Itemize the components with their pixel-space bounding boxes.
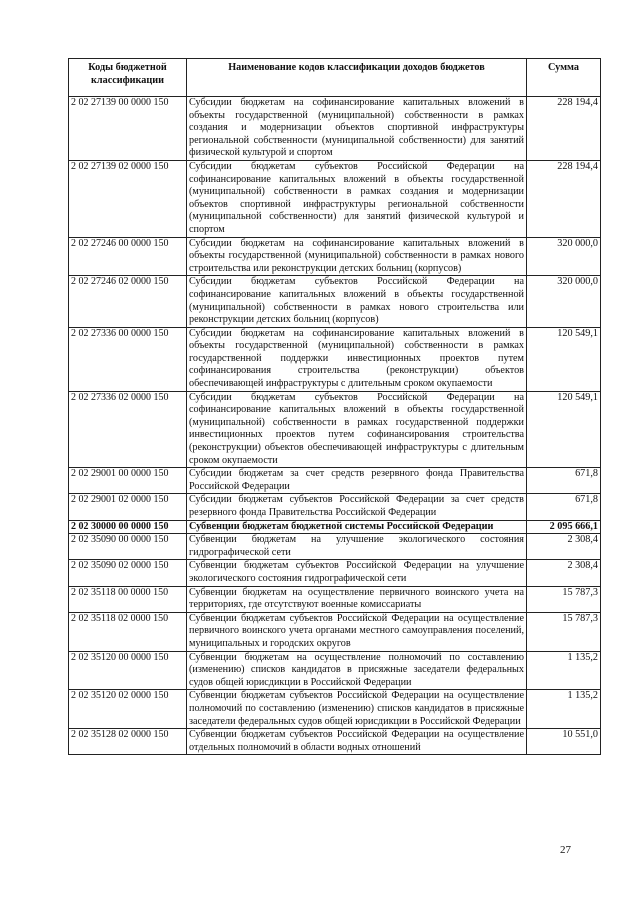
cell-sum: 320 000,0 xyxy=(527,276,601,327)
cell-code: 2 02 30000 00 0000 150 xyxy=(69,520,187,534)
cell-name: Субсидии бюджетам субъектов Российской Федерации на софинансирование капитальных вложений в объекты государственной (муниципальной) собственности в рамках государственной поддержки инвестиционных проектов путем софинансирования строительства (реконструкции) объектов обеспечивающей инфраструктуры с длительным сроком окупаемости xyxy=(187,391,527,468)
cell-sum: 10 551,0 xyxy=(527,729,601,755)
cell-name: Субсидии бюджетам на софинансирование капитальных вложений в объекты государственной (муниципальной) собственности в рамках государственной поддержки инвестиционных проектов путем софинансирования строительства (реконструкции) объектов обеспечивающей инфраструктуры с длительным сроком окупаемости xyxy=(187,327,527,391)
table-row xyxy=(69,651,601,690)
cell-sum: 1 135,2 xyxy=(527,690,601,729)
cell-code: 2 02 29001 00 0000 150 xyxy=(69,468,187,494)
table-body xyxy=(69,97,601,755)
cell-code: 2 02 27139 02 0000 150 xyxy=(69,160,187,237)
table-row xyxy=(69,586,601,612)
header-name: Наименование кодов классификации доходов бюджетов xyxy=(187,59,527,97)
cell-sum: 228 194,4 xyxy=(527,97,601,161)
budget-table xyxy=(68,58,601,755)
table-row xyxy=(69,534,601,560)
cell-name: Субвенции бюджетам бюджетной системы Российской Федерации xyxy=(187,520,527,534)
table-row xyxy=(69,690,601,729)
table-row xyxy=(69,276,601,327)
header-sum: Сумма xyxy=(527,59,601,97)
cell-name: Субсидии бюджетам субъектов Российской Федерации на софинансирование капитальных вложений в объекты государственной (муниципальной) собственности в рамках создания и модернизации объектов спортивной инфраструктуры региональной собственности (муниципальной собственности) для занятий физической культурой и спортом xyxy=(187,160,527,237)
cell-name: Субвенции бюджетам на улучшение экологического состояния гидрографической сети xyxy=(187,534,527,560)
cell-code: 2 02 35128 02 0000 150 xyxy=(69,729,187,755)
cell-sum: 2 308,4 xyxy=(527,534,601,560)
cell-name: Субсидии бюджетам за счет средств резервного фонда Правительства Российской Федерации xyxy=(187,468,527,494)
cell-name: Субсидии бюджетам субъектов Российской Федерации за счет средств резервного фонда Правительства Российской Федерации xyxy=(187,494,527,520)
cell-sum: 15 787,3 xyxy=(527,612,601,651)
cell-name: Субсидии бюджетам на софинансирование капитальных вложений в объекты государственной (муниципальной) собственности в рамках создания и модернизации объектов спортивной инфраструктуры региональной собственности (муниципальной собственности) для занятий физической культурой и спортом xyxy=(187,97,527,161)
table-row xyxy=(69,560,601,586)
cell-name: Субвенции бюджетам субъектов Российской Федерации на осуществление отдельных полномочий в области водных отношений xyxy=(187,729,527,755)
cell-sum: 120 549,1 xyxy=(527,327,601,391)
cell-sum: 1 135,2 xyxy=(527,651,601,690)
cell-name: Субвенции бюджетам на осуществление первичного воинского учета на территориях, где отсутствуют военные комиссариаты xyxy=(187,586,527,612)
table-row xyxy=(69,468,601,494)
cell-name: Субвенции бюджетам субъектов Российской Федерации на осуществление полномочий по составлению (изменению) списков кандидатов в присяжные заседатели федеральных судов общей юрисдикции в Российской Федерации xyxy=(187,690,527,729)
cell-name: Субсидии бюджетам субъектов Российской Федерации на софинансирование капитальных вложений в объекты государственной (муниципальной) собственности в рамках нового строительства или реконструкции детских больниц (корпусов) xyxy=(187,276,527,327)
cell-code: 2 02 35090 02 0000 150 xyxy=(69,560,187,586)
cell-sum: 228 194,4 xyxy=(527,160,601,237)
table-row xyxy=(69,237,601,276)
cell-code: 2 02 27246 00 0000 150 xyxy=(69,237,187,276)
table-row xyxy=(69,327,601,391)
cell-name: Субсидии бюджетам на софинансирование капитальных вложений в объекты государственной (муниципальной) собственности в рамках нового строительства или реконструкции детских больниц (корпусов) xyxy=(187,237,527,276)
table-row xyxy=(69,391,601,468)
cell-code: 2 02 35118 00 0000 150 xyxy=(69,586,187,612)
cell-code: 2 02 35090 00 0000 150 xyxy=(69,534,187,560)
table-header-row xyxy=(69,59,601,97)
cell-sum: 320 000,0 xyxy=(527,237,601,276)
table-row xyxy=(69,160,601,237)
table-row xyxy=(69,612,601,651)
cell-sum: 2 095 666,1 xyxy=(527,520,601,534)
cell-sum: 671,8 xyxy=(527,494,601,520)
table-row xyxy=(69,729,601,755)
cell-code: 2 02 35120 00 0000 150 xyxy=(69,651,187,690)
cell-name: Субвенции бюджетам субъектов Российской Федерации на улучшение экологического состояния гидрографической сети xyxy=(187,560,527,586)
table-row xyxy=(69,520,601,534)
cell-code: 2 02 35120 02 0000 150 xyxy=(69,690,187,729)
header-code: Коды бюджетной классификации xyxy=(69,59,187,97)
cell-code: 2 02 35118 02 0000 150 xyxy=(69,612,187,651)
cell-name: Субвенции бюджетам субъектов Российской Федерации на осуществление первичного воинского учета органами местного самоуправления поселений, муниципальных и городских округов xyxy=(187,612,527,651)
cell-code: 2 02 29001 02 0000 150 xyxy=(69,494,187,520)
table-row xyxy=(69,97,601,161)
cell-code: 2 02 27336 00 0000 150 xyxy=(69,327,187,391)
table-row xyxy=(69,494,601,520)
cell-code: 2 02 27246 02 0000 150 xyxy=(69,276,187,327)
cell-code: 2 02 27336 02 0000 150 xyxy=(69,391,187,468)
cell-sum: 15 787,3 xyxy=(527,586,601,612)
cell-sum: 2 308,4 xyxy=(527,560,601,586)
page-number: 27 xyxy=(560,844,571,856)
cell-sum: 671,8 xyxy=(527,468,601,494)
cell-name: Субвенции бюджетам на осуществление полномочий по составлению (изменению) списков кандидатов в присяжные заседатели федеральных судов общей юрисдикции в Российской Федерации xyxy=(187,651,527,690)
cell-sum: 120 549,1 xyxy=(527,391,601,468)
cell-code: 2 02 27139 00 0000 150 xyxy=(69,97,187,161)
